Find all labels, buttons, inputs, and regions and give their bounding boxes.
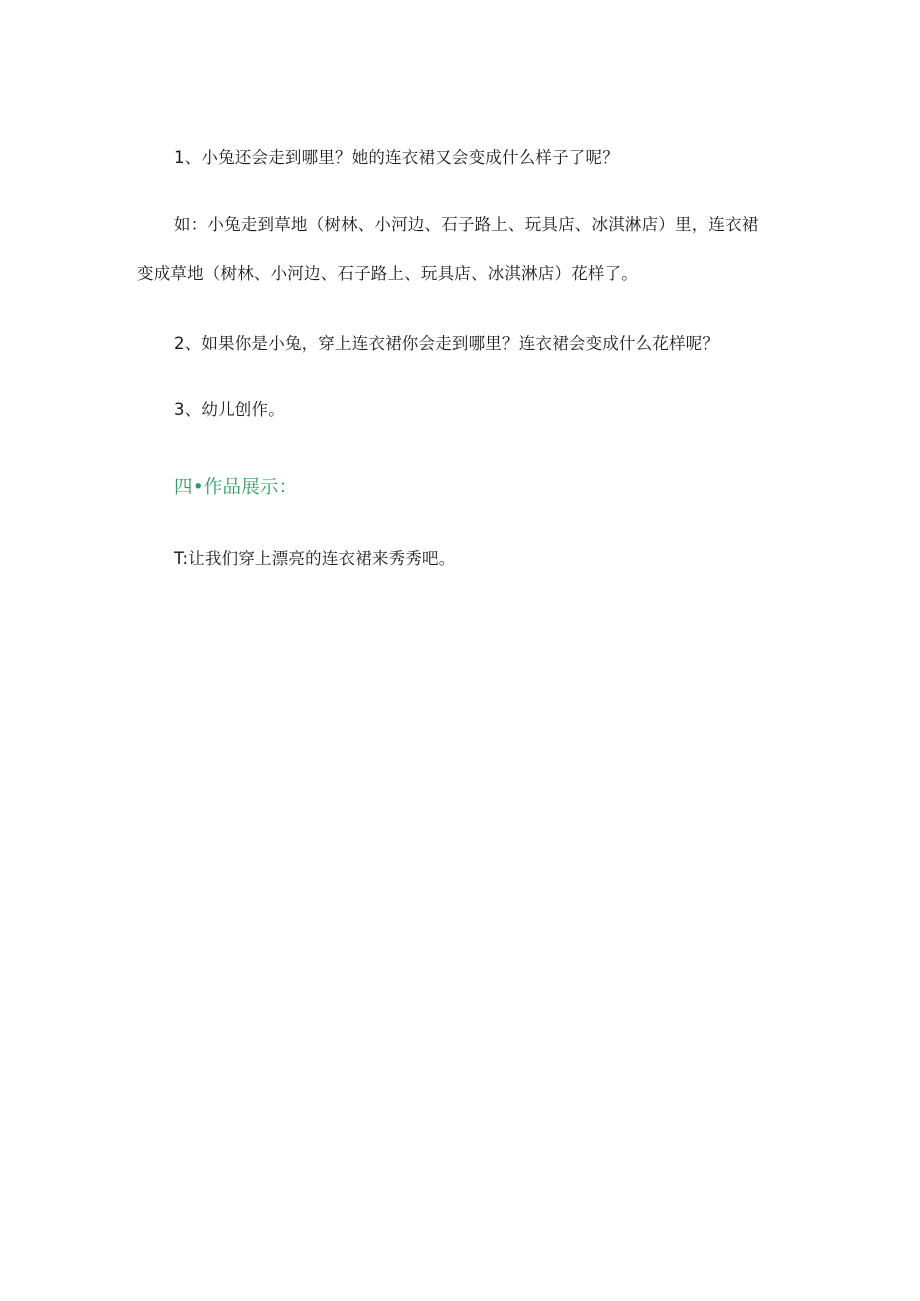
question-2: 2、如果你是小兔，穿上连衣裙你会走到哪里？连衣裙会变成什么花样呢？: [174, 334, 720, 353]
question-1: 1、小兔还会走到哪里？她的连衣裙又会变成什么样子了呢？: [174, 148, 619, 167]
example-line-2: 变成草地（树林、小河边、石子路上、玩具店、冰淇淋店）花样了。: [137, 264, 638, 283]
closing-line: T:让我们穿上漂亮的连衣裙来秀秀吧。: [174, 549, 456, 568]
example-line-1: 如：小兔走到草地（树林、小河边、石子路上、玩具店、冰淇淋店）里，连衣裙: [174, 215, 759, 234]
section-heading: 四•作品展示：: [174, 477, 298, 498]
activity-3: 3、幼儿创作。: [174, 400, 285, 419]
